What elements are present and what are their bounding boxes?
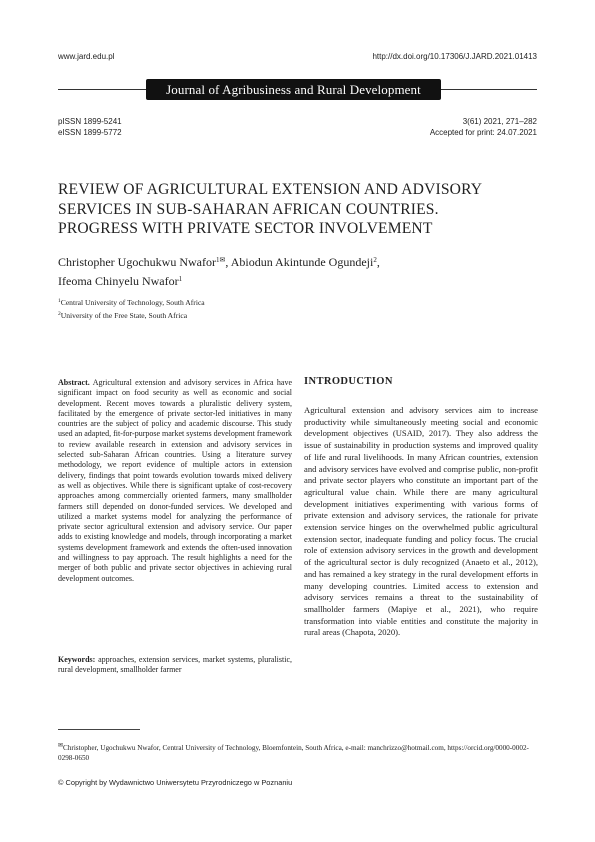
keywords-label: Keywords: — [58, 655, 96, 664]
author-name: Ifeoma Chinyelu Nwafor — [58, 274, 179, 288]
footnote-rule — [58, 729, 140, 730]
abstract-label: Abstract. — [58, 378, 90, 387]
keywords-text: approaches, extension services, market systems, pluralistic, rural development, smallholder farmer — [58, 655, 293, 675]
volume-pages: 3(61) 2021, 271–282 — [462, 117, 537, 126]
envelope-icon: ✉ — [58, 743, 64, 749]
affiliation-item — [58, 309, 205, 322]
title-line: REVIEW OF AGRICULTURAL EXTENSION AND ADVISORY — [58, 181, 483, 198]
electronic-issn: eISSN 1899-5772 — [58, 128, 122, 137]
affiliation-sup: 2 — [58, 310, 61, 317]
copyright-notice: © Copyright by Wydawnictwo Uniwersytetu Przyrodniczego w Poznaniu — [58, 778, 293, 787]
journal-website[interactable]: www.jard.edu.pl — [58, 52, 115, 61]
affiliation-text: University of the Free State, South Africa — [60, 310, 188, 320]
doi-link[interactable]: http://dx.doi.org/10.17306/J.JARD.2021.01413 — [372, 52, 537, 61]
article-title — [58, 180, 538, 239]
author-name: Abiodun Akintunde Ogundeji — [230, 255, 374, 269]
issn-block — [58, 116, 122, 138]
accepted-date: Accepted for print: 24.07.2021 — [429, 128, 537, 137]
affiliation-sup: 1 — [58, 298, 61, 304]
title-line: PROGRESS WITH PRIVATE SECTOR INVOLVEMENT — [58, 220, 433, 237]
affiliation-sup: 1 — [178, 275, 183, 283]
title-line: SERVICES IN SUB-SAHARAN AFRICAN COUNTRIES. — [58, 200, 439, 218]
author-name: Christopher Ugochukwu Nwafor — [58, 255, 216, 269]
affiliation-sup: 2 — [373, 256, 377, 264]
author-list: Christopher Ugochukwu Nwafor$^1$✉, Abiodun Akintunde Ogundeji$^2$, Ifeoma Chinyelu Nwafor$^1$ — [58, 252, 538, 290]
affiliation-sup: 1 — [215, 256, 220, 264]
affiliation-text: Central University of Technology, South Africa — [60, 298, 205, 307]
abstract — [58, 378, 292, 584]
affiliation-item — [58, 296, 205, 309]
issue-info — [430, 116, 537, 138]
introduction-text: Agricultural extension and advisory services aim to increase productivity while simultaneously meeting social and economic development objectives (USAID, 2017). They also address the issue of sustainability in production systems and improved quality of life and rural livelihoods. In many African countries, extension and advisory services have evolved and comprise public, non-profit and private sector players who constitute an important part of the agricultural value chain. While there are many agricultural development initiatives experimenting with various forms of private extension and advisory services, the rationale for private extension service hinges on the overwhelmed public agricultural extension sector, inadequate funding and policy focus. The crucial role of extension advisory services in the growth and development of the agricultural sector is duly recognized (Anaeto et al., 2012), and has remained a key strategy in the rural development efforts in many developing countries. Limited access to extension and advisory services remains a threat to the sustainability of smallholder farmers (Mapiye et al., 2021), who require transformation into viable entities and constitute the majority in rural areas (Chapota, 2020). — [304, 405, 538, 638]
journal-banner: Journal of Agribusiness and Rural Development — [146, 79, 441, 100]
affiliations — [58, 296, 205, 321]
abstract-text: Agricultural extension and advisory services in Africa have significant impact on food security as well as economic and social development. Recent moves towards a pluralistic delivery system, facilitated by the emergence of private sector-led initiatives in many countries are the subject of policy and academic discourse. This study used an adapted, fit-for-purpose market systems development framework to review available research in extension and advisory services in selected sub-Saharan African countries. Using a literature survey methodology, we report evidence of multiple actors in extension delivery, findings that point towards evolution towards mixed delivery as well as objectives. While there is significant uptake of cost-recovery approaches among commercially oriented farmers, many smallholder farmers still depended on donor-funded services. We developed and utilized a market systems model for analyzing the performance of private sector agricultural extension and advisory service. Our paper adds to existing knowledge and models, through incorporating a market systems development framework and extends the often-used innovation and willingness to pay approach. The result highlights a need for the merger of both public and private sector objectives in achieving rural development outcomes. — [58, 378, 293, 583]
print-issn: pISSN 1899-5241 — [58, 117, 122, 126]
footnote-text: Christopher, Ugochukwu Nwafor, Central University of Technology, Bloemfontein, South Africa, e-mail: manchrizzo@hotmail.com, https://orcid.org/0000-0002-0298-0650 — [58, 744, 529, 762]
keywords — [58, 655, 292, 676]
section-heading: INTRODUCTION — [304, 376, 393, 387]
footnote — [58, 741, 538, 763]
envelope-icon: ✉ — [219, 256, 226, 264]
